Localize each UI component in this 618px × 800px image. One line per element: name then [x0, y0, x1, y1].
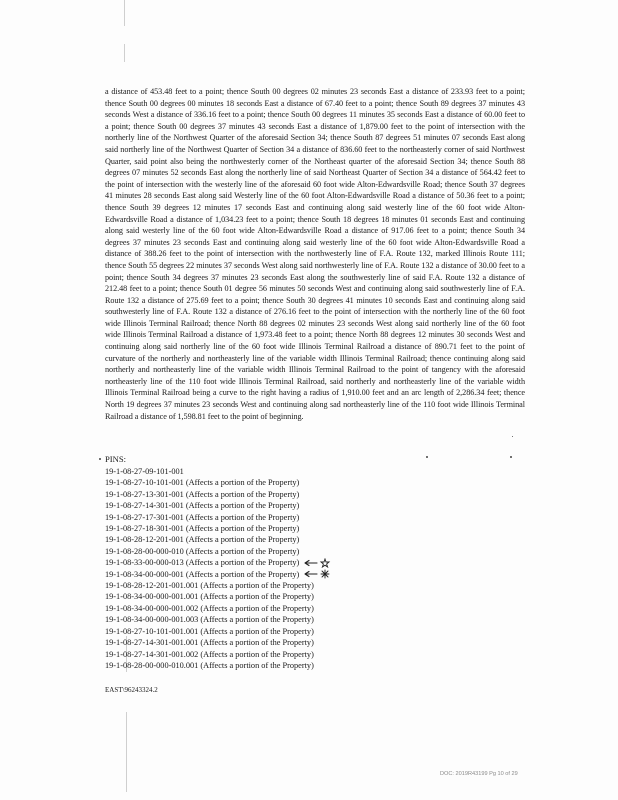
pin-item: [105, 500, 333, 511]
pin-item: [105, 477, 333, 488]
arrow-star-icon: [303, 558, 333, 568]
pin-item: [105, 512, 333, 523]
pin-item: [105, 603, 333, 614]
pin-item: [105, 614, 333, 625]
pin-item: [105, 637, 333, 648]
scan-speck: [99, 458, 101, 460]
pin-text: 19-1-08-27-17-301-001 (Affects a portion of the Property): [105, 512, 300, 522]
pin-item: [105, 569, 333, 580]
recording-stamp: DOC: 2019R43199 Pg 10 of 29: [440, 771, 518, 777]
legal-description: a distance of 453.48 feet to a point; thence South 00 degrees 02 minutes 23 seconds East a distance of 233.93 feet to a point; thence South 00 degrees 00 minutes 18 seconds East a distance of 67.40 feet to a point; thence South 89 degrees 37 minutes 43 seconds West a distance of 336.16 feet to a point; thence South 00 degrees 11 minutes 35 seconds East a distance of 60.00 feet to a point; thence South 00 degrees 37 minutes 43 seconds East a distance of 1,879.00 feet to the point of intersection with the northerly line of the Northwest Quarter of the aforesaid Section 34; thence South 87 degrees 51 minutes 07 seconds East along said northerly line of the Northwest Quarter of Section 34 a distance of 836.60 feet to the northeasterly corner of said Northwest Quarter, said point also being the northwesterly corner of the Northeast quarter of the aforesaid Section 34; thence South 88 degrees 07 minutes 52 seconds East along the northerly line of said Northeast Quarter of Section 34 a distance of 564.42 feet to the point of intersection with the westerly line of the aforesaid 60 foot wide Alton-Edwardsville Road; thence South 37 degrees 41 minutes 28 seconds East along said Westerly line of the 60 foot Alton-Edwardsville Road a distance of 50.36 feet to a point; thence South 39 degrees 12 minutes 17 seconds East and continuing along said westerly line of the 60 foot wide Alton-Edwardsville Road a distance of 1,034.23 feet to a point; thence South 18 degrees 18 minutes 01 seconds East and continuing along said westerly line of the 60 foot wide Alton-Edwardsville Road a distance of 917.06 feet to a point; thence South 34 degrees 37 minutes 23 seconds East and continuing along said westerly line of the 60 foot wide Alton-Edwardsville Road a distance of 388.26 feet to the point of intersection with the northwesterly line of F.A. Route 132, marked Illinois Route 111; thence South 55 degrees 22 minutes 37 seconds West along said northwesterly line of F.A. Route 132 a distance of 30.00 feet to a point; thence South 34 degrees 37 minutes 23 seconds East along the southwesterly line of said F.A. Route 132 a distance of 212.48 feet to a point; thence South 01 degree 56 minutes 50 seconds West and continuing along said southwesterly line of F.A. Route 132 a distance of 275.69 feet to a point; thence South 30 degrees 41 minutes 10 seconds East and continuing along said southwesterly line of F.A. Route 132 a distance of 276.16 feet to the point of intersection with the northerly line of the 60 foot wide Illinois Terminal Railroad; thence North 88 degrees 02 minutes 23 seconds West along said northerly line of the 60 foot wide Illinois Terminal Railroad a distance of 1,973.48 feet to a point; thence North 88 degrees 12 minutes 30 seconds West and continuing along said northerly line of the 60 foot wide Illinois Terminal Railroad a distance of 890.71 feet to the point of curvature of the northerly and northeasterly line of the variable width Illinois Terminal Railroad; thence continuing along said northerly and northeasterly line of the variable width Illinois Terminal Railroad to the point of tangency with the aforesaid northeasterly line of the 110 foot wide Illinois Terminal Railroad, said northerly and northeasterly line of the variable width Illinois Terminal Railroad being a curve to the right having a radius of 1,910.00 feet and an arc length of 2,286.34 feet; thence North 19 degrees 37 minutes 23 seconds West and continuing along sad northeasterly line of the 110 foot wide Illinois Terminal Railroad a distance of 1,598.81 feet to the point of beginning.: [105, 87, 525, 421]
pin-item: [105, 523, 333, 534]
pin-text: 19-1-08-34-00-000-001.002 (Affects a portion of the Property): [105, 603, 314, 613]
scan-mark-upper: [124, 44, 125, 62]
pin-text: 19-1-08-27-14-301-001 (Affects a portion of the Property): [105, 501, 300, 511]
pin-item: [105, 534, 333, 545]
arrow-star-icon: [303, 569, 333, 579]
handwritten-arrow-star-annotation: [303, 569, 333, 579]
pin-text: 19-1-08-27-09-101-001: [105, 467, 184, 476]
pin-item: [105, 649, 333, 660]
pin-item: [105, 591, 333, 602]
pin-text: 19-1-08-34-00-000-001 (Affects a portion of the Property): [105, 569, 300, 579]
pin-text: 19-1-08-28-00-000-010 (Affects a portion of the Property): [105, 546, 300, 556]
scan-speck: [512, 436, 513, 437]
scan-mark-lower: [126, 712, 127, 792]
scan-mark-top: [124, 0, 125, 26]
pin-item: [105, 660, 333, 671]
pin-text: 19-1-08-27-10-101-001.001 (Affects a portion of the Property): [105, 626, 314, 636]
pin-item: [105, 626, 333, 637]
pin-text: 19-1-08-27-14-301-001.002 (Affects a portion of the Property): [105, 649, 314, 659]
pin-item: [105, 557, 333, 568]
pin-text: 19-1-08-33-00-000-013 (Affects a portion of the Property): [105, 558, 300, 568]
document-code: EAST\96243324.2: [105, 686, 158, 694]
pin-item: [105, 489, 333, 500]
scan-speck: [510, 456, 512, 458]
pin-text: 19-1-08-27-14-301-001.001 (Affects a portion of the Property): [105, 638, 314, 648]
pin-text: 19-1-08-27-10-101-001 (Affects a portion of the Property): [105, 478, 300, 488]
scan-speck: [426, 456, 428, 458]
pin-text: 19-1-08-27-18-301-001 (Affects a portion of the Property): [105, 524, 300, 534]
pin-item: [105, 580, 333, 591]
pin-text: 19-1-08-34-00-000-001.001 (Affects a portion of the Property): [105, 592, 314, 602]
pin-text: 19-1-08-28-12-201-001 (Affects a portion of the Property): [105, 535, 300, 545]
pin-text: 19-1-08-28-12-201-001.001 (Affects a portion of the Property): [105, 581, 314, 591]
pins-list: [105, 466, 333, 671]
pin-text: 19-1-08-28-00-000-010.001 (Affects a portion of the Property): [105, 660, 314, 670]
pin-text: 19-1-08-34-00-000-001.003 (Affects a portion of the Property): [105, 615, 314, 625]
pin-item: [105, 466, 333, 477]
pin-item: [105, 546, 333, 557]
pin-text: 19-1-08-27-13-301-001 (Affects a portion of the Property): [105, 489, 300, 499]
handwritten-arrow-star-annotation: [303, 558, 333, 568]
pins-heading: PINS:: [105, 454, 127, 464]
